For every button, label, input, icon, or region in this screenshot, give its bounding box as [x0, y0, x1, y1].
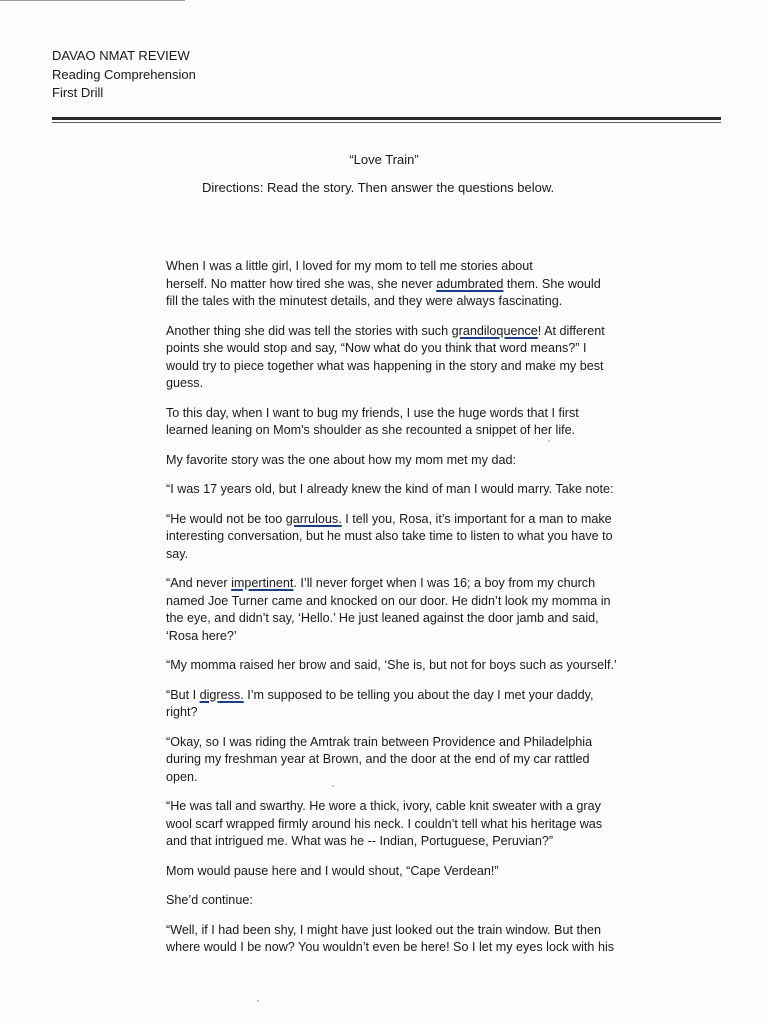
- text-line: [166, 323, 646, 341]
- header-line-2: Reading Comprehension: [52, 66, 196, 82]
- paragraph-7: [166, 575, 646, 645]
- text-line: [166, 575, 646, 593]
- underlined-word: impertinent: [231, 576, 294, 590]
- text-line: during my freshman year at Brown, and the door at the end of my car rattled: [166, 752, 590, 766]
- paragraph-8: [166, 657, 646, 675]
- paragraph-11: [166, 798, 646, 851]
- text-line: open.: [166, 769, 198, 784]
- story-title: “Love Train”: [349, 152, 419, 167]
- text-segment: “He would not be too: [166, 511, 286, 526]
- scan-speck: [332, 785, 334, 787]
- paragraph-5: [166, 481, 646, 499]
- paragraph-3: [166, 405, 646, 440]
- header-rule-thin: [52, 122, 721, 123]
- text-line: and that intrigued me. What was he -- Indian, Portuguese, Peruvian?”: [166, 834, 554, 848]
- story-body: [166, 258, 646, 969]
- text-line: guess.: [166, 376, 204, 390]
- scan-speck: [257, 1000, 259, 1002]
- text-line: When I was a little girl, I loved for my mom to tell me stories about: [166, 259, 533, 273]
- text-line: Mom would pause here and I would shout, “Cape Verdean!”: [166, 863, 499, 878]
- paragraph-2: [166, 323, 646, 393]
- text-line: say.: [166, 546, 189, 561]
- paragraph-1: [166, 258, 646, 311]
- text-segment: I tell you, Rosa, it’s important for a man to make: [341, 511, 612, 526]
- text-line: [166, 511, 646, 529]
- text-line: [166, 276, 646, 294]
- text-segment: . I’ll never forget when I was 16; a boy from my church: [293, 576, 596, 590]
- paragraph-13: [166, 892, 646, 910]
- text-segment: ! At different: [537, 323, 605, 338]
- underlined-word: grandiloquence: [451, 323, 538, 338]
- text-line: “He was tall and swarthy. He wore a thick, ivory, cable knit sweater with a gray: [166, 799, 601, 813]
- text-line: ‘Rosa here?’: [166, 628, 237, 643]
- text-line: To this day, when I want to bug my friends, I use the huge words that I first: [166, 405, 579, 420]
- text-segment: them. She would: [503, 276, 601, 291]
- text-line: She’d continue:: [166, 893, 253, 907]
- text-line: would try to piece together what was happening in the story and make my best: [166, 358, 604, 373]
- text-line: named Joe Turner came and knocked on our door. He didn’t look my momma in: [166, 593, 611, 608]
- paragraph-9: [166, 687, 646, 722]
- text-line: learned leaning on Mom's shoulder as she recounted a snippet of her life.: [166, 423, 576, 437]
- text-line: “Well, if I had been shy, I might have just looked out the train window. But then: [166, 922, 601, 937]
- text-line: wool scarf wrapped firmly around his neck. I couldn’t tell what his heritage was: [166, 816, 603, 831]
- text-line: “My momma raised her brow and said, ‘She is, but not for boys such as yourself.’: [166, 658, 617, 672]
- underlined-word: adumbrated: [436, 276, 504, 291]
- paragraph-4: [166, 452, 646, 470]
- text-line: My favorite story was the one about how my mom met my dad:: [166, 452, 516, 467]
- underlined-word: garrulous.: [285, 511, 342, 526]
- text-segment: “And never: [166, 576, 232, 590]
- text-line: “Okay, so I was riding the Amtrak train between Providence and Philadelphia: [166, 734, 593, 749]
- header-line-3: First Drill: [52, 85, 104, 100]
- text-line: where would I be now? You wouldn’t even be here! So I let my eyes lock with his: [166, 940, 615, 954]
- text-segment: herself. No matter how tired she was, she never: [166, 276, 437, 291]
- text-line: right?: [166, 705, 198, 719]
- header-rule-thick: [52, 117, 721, 120]
- underlined-word: digress.: [199, 687, 244, 702]
- text-segment: Another thing she did was tell the stories with such: [166, 323, 452, 338]
- paragraph-10: [166, 734, 646, 787]
- directions-text: Directions: Read the story. Then answer the questions below.: [202, 180, 555, 195]
- text-line: the eye, and didn’t say, ‘Hello.’ He just leaned against the door jamb and said,: [166, 611, 599, 625]
- text-line: interesting conversation, but he must also take time to listen to what you have to: [166, 529, 613, 543]
- header-line-1: DAVAO NMAT REVIEW: [52, 48, 190, 63]
- text-line: points she would stop and say, “Now what do you think that word means?” I: [166, 341, 587, 355]
- text-line: “I was 17 years old, but I already knew the kind of man I would marry. Take note:: [166, 482, 614, 496]
- text-segment: “But I: [166, 687, 200, 702]
- text-line: [166, 687, 646, 705]
- text-segment: I’m supposed to be telling you about the day I met your daddy,: [243, 687, 594, 702]
- document-header: [52, 47, 196, 103]
- text-line: fill the tales with the minutest details, and they were always fascinating.: [166, 294, 563, 308]
- scan-edge-line: [0, 0, 185, 1]
- paragraph-12: [166, 863, 646, 881]
- paragraph-6: [166, 511, 646, 564]
- scan-speck: [548, 440, 550, 442]
- paragraph-14: [166, 922, 646, 957]
